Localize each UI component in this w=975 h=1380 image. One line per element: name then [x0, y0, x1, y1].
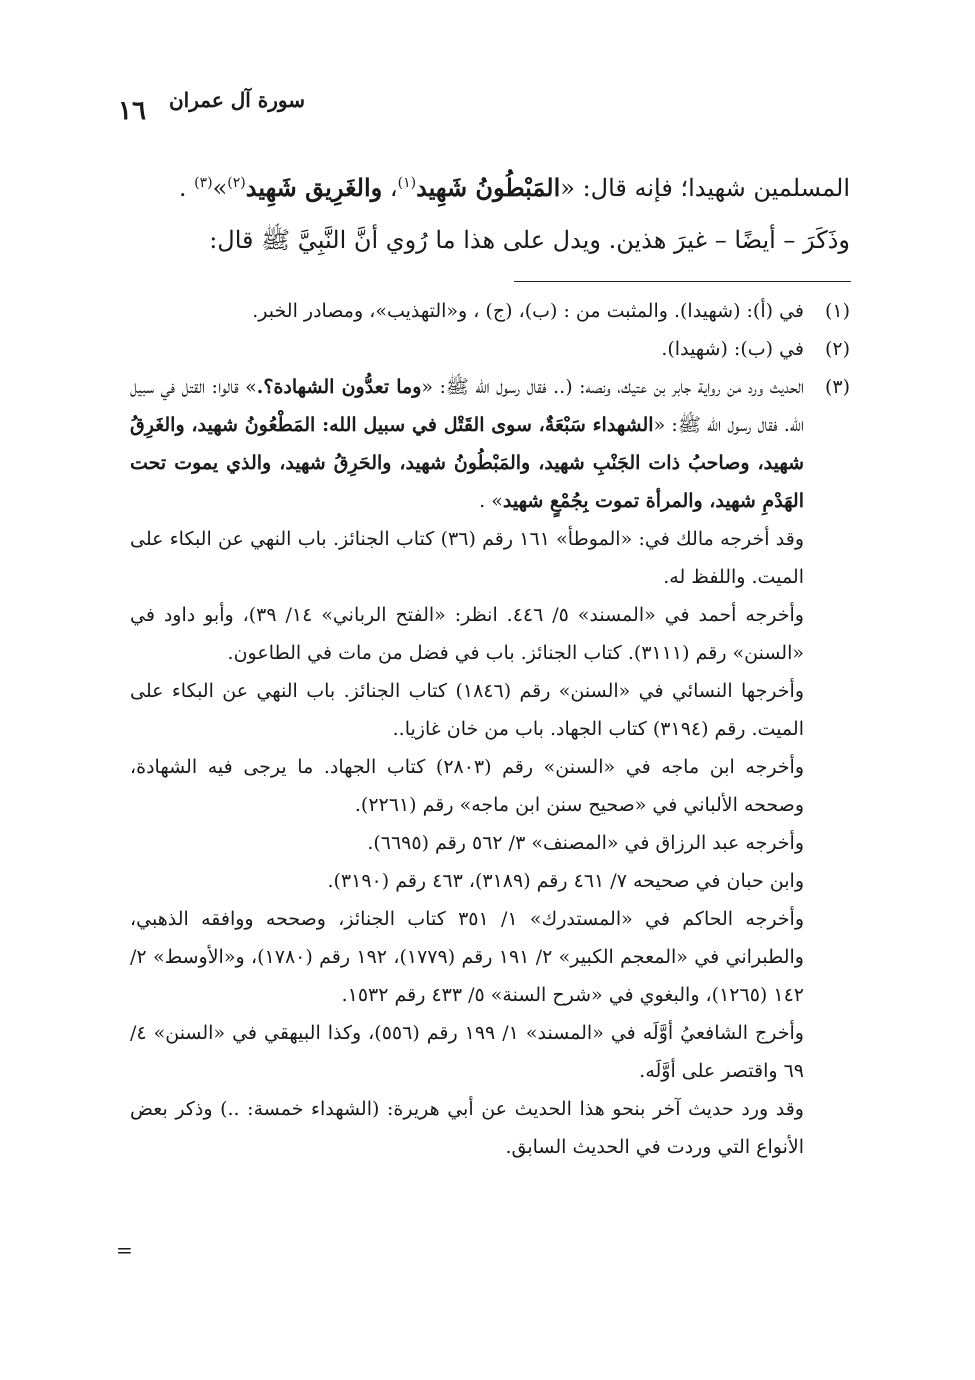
main-line-1 [130, 162, 850, 214]
footnote-number: (٢) [824, 338, 850, 360]
hadith-end: » . [479, 490, 503, 512]
running-title: سورة آل عمران [168, 88, 305, 112]
hadith-intro: الحديث ورد من رواية جابر بن عتيك، ونصه: (.. فقال رسول الله ﷺ: « [421, 376, 804, 398]
quote-close: » [212, 174, 228, 202]
footnote-number: (١) [824, 300, 850, 322]
reference-paragraph: وأخرجه ابن ماجه في «السنن» رقم (٢٨٠٣) كتاب الجهاد. ما يرجى فيه الشهادة، وصححه الألباني في «صحيح سنن ابن ماجه» رقم (٢٢٦١). [130, 756, 805, 816]
reference-paragraph: وأخرجه الحاكم في «المستدرك» ١/ ٣٥١ كتاب الجنائز، وصححه ووافقه الذهبي، والطبراني في «المعجم الكبير» ٢/ ١٩١ رقم (١٧٧٩)، ١٩٢ رقم (١٧٨٠)، و«الأوسط» ٢/ ١٤٢ (١٢٦٥)، والبغوي في «شرح السنة» ٥/ ٤٣٣ رقم ١٥٣٢. [130, 908, 804, 1006]
footnote-ref-1: (١) [397, 175, 417, 191]
footnotes [130, 292, 850, 1166]
main-line-1-end: . [178, 174, 195, 202]
main-line-1-start: المسلمين شهيدا؛ فإنه قال: « [560, 174, 850, 202]
hadith-text [130, 368, 804, 520]
main-text [130, 162, 850, 266]
footnote-ref-3: (٣) [194, 175, 213, 191]
reference-paragraph: وقد أخرجه مالك في: «الموطأ» ١٦١ رقم (٣٦) كتاب الجنائز. باب النهي عن البكاء على الميت. واللفظ له. [130, 528, 805, 588]
footnote-3-body [130, 368, 804, 1166]
footnote-2 [130, 330, 850, 368]
footnote-separator-rule [514, 281, 851, 282]
footnote-ref-2: (٢) [227, 175, 246, 191]
page-number: ١٦ [118, 96, 146, 126]
footnote-1 [130, 292, 850, 330]
quote-part-2: والغَرِيق شَهِيد [245, 173, 383, 202]
reference-paragraph: وقد ورد حديث آخر بنحو هذا الحديث عن أبي هريرة: (الشهداء خمسة: ..) وذكر بعض الأنواع التي وردت في الحديث السابق. [130, 1098, 804, 1158]
reference-paragraph: وأخرجه أحمد في «المسند» ٥/ ٤٤٦. انظر: «الفتح الرباني» ١٤/ ٣٩)، وأبو داود في «السنن» رقم (٣١١١). كتاب الجنائز. باب في فضل من مات في الطاعون. [130, 604, 804, 664]
reference-paragraph: وأخرج الشافعيُ أوَّلَه في «المسند» ١/ ١٩٩ رقم (٥٥٦)، وكذا البيهقي في «السنن» ٤/ ٦٩ واقتصر على أوَّلَه. [130, 1022, 804, 1082]
hadith-answer: الشهداء سَبْعَةٌ، سوى القَتْل في سبيل الله: المَطْعُونُ شهيد، والغَرِقُ شهيد، وصاحبُ ذات الجَنْبِ شهيد، والمَبْطُونُ شهيد، والحَرِقُ شهيد، والذي يموت تحت الهَدْمِ شهيد، والمرأة تموت بِجُمْعٍ شهيد [130, 414, 804, 512]
reference-paragraph: وأخرجه عبد الرزاق في «المصنف» ٣/ ٥٦٢ رقم (٦٦٩٥). [367, 832, 804, 854]
quote-part-1: المَبْطُونُ شَهِيد [416, 173, 561, 202]
hadith-mid: » قالوا: القتل في سبيل الله. فقال رسول الله ﷺ: « [130, 376, 804, 436]
footnote-text: في (أ): (شهيدا). والمثبت من : (ب)، (ج) ، و«التهذيب»، ومصادر الخبر. [252, 300, 804, 322]
hadith-question: وما تعدُّون الشهادة؟. [256, 376, 422, 398]
footnote-number: (٣) [824, 376, 850, 398]
continuation-mark: = [116, 1238, 133, 1262]
quote-separator: ، [382, 174, 398, 202]
footnote-3 [130, 368, 850, 1166]
reference-paragraph: وابن حبان في صحيحه ٧/ ٤٦١ رقم (٣١٨٩)، ٤٦٣ رقم (٣١٩٠). [327, 870, 804, 892]
main-line-2: وذَكَرَ – أيضًا – غيرَ هذين. ويدل على هذا ما رُوي أنَّ النَّبِيَّ ﷺ قال: [209, 226, 850, 254]
reference-paragraph: وأخرجها النسائي في «السنن» رقم (١٨٤٦) كتاب الجنائز. باب النهي عن البكاء على الميت. رقم (٣١٩٤) كتاب الجهاد. باب من خان غازيا.. [130, 680, 804, 740]
footnote-text: في (ب): (شهيدا). [661, 338, 804, 360]
